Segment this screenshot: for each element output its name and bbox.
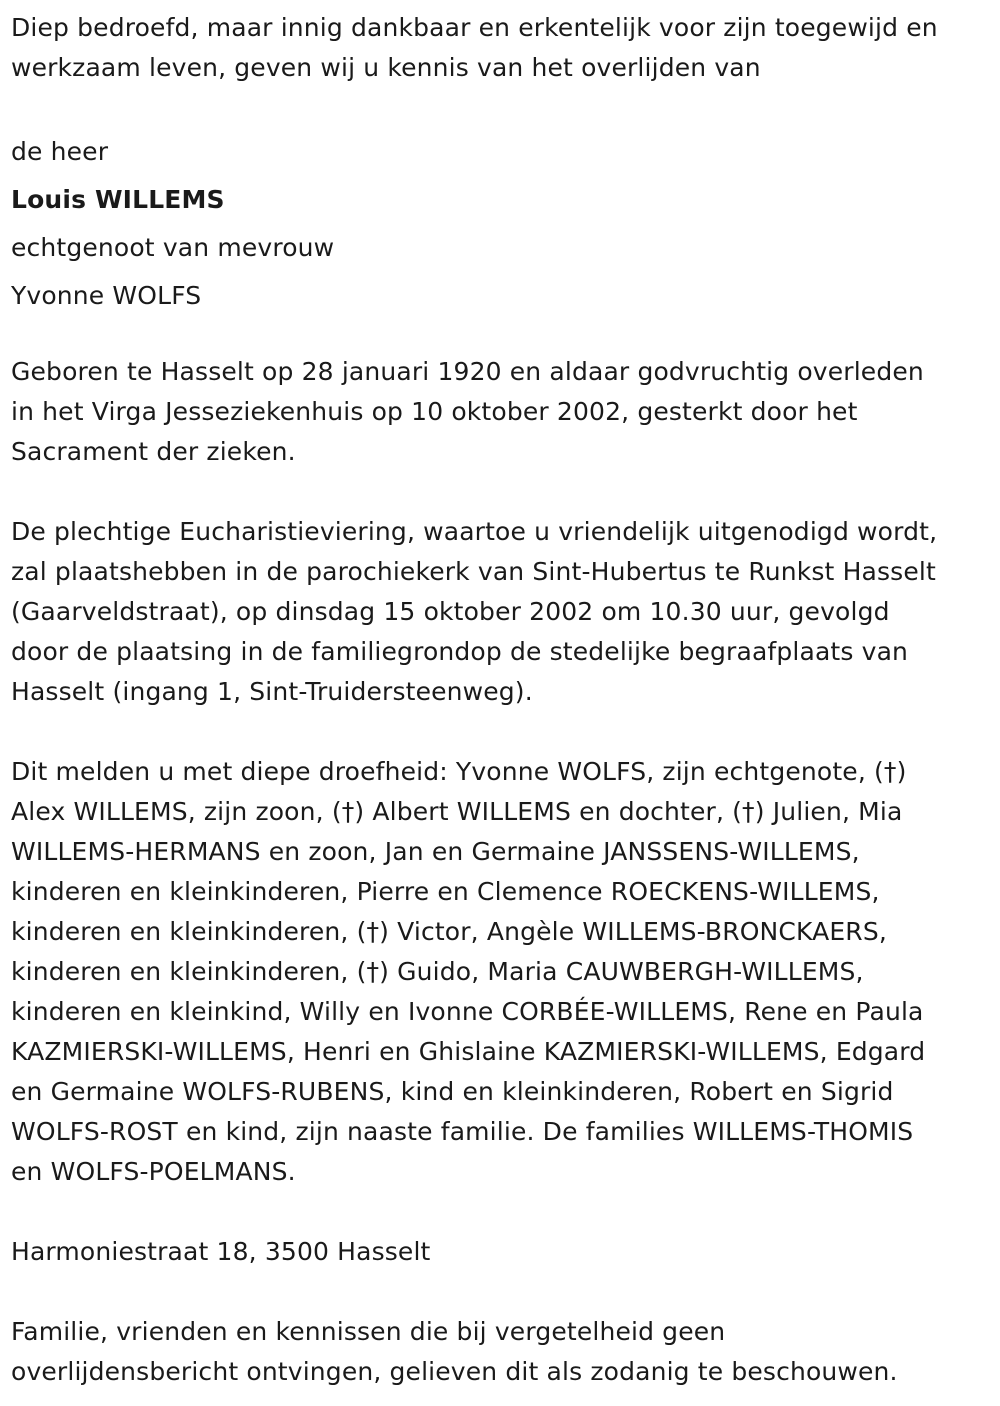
ceremony-paragraph xyxy=(11,512,993,712)
birth-death-line: Geboren te Hasselt op 28 januari 1920 en aldaar godvruchtig overleden xyxy=(11,357,924,386)
spacer xyxy=(11,1272,993,1312)
spacer xyxy=(11,472,993,512)
family-line: WOLFS-ROST en kind, zijn naaste familie. De families WILLEMS-THOMIS xyxy=(11,1117,914,1146)
spacer xyxy=(11,1192,993,1232)
spacer xyxy=(11,712,993,752)
family-line: Alex WILLEMS, zijn zoon, (†) Albert WILLEMS en dochter, (†) Julien, Mia xyxy=(11,797,903,826)
intro-paragraph xyxy=(11,8,993,88)
family-line: KAZMIERSKI-WILLEMS, Henri en Ghislaine KAZMIERSKI-WILLEMS, Edgard xyxy=(11,1037,926,1066)
ceremony-line: De plechtige Eucharistieviering, waartoe u vriendelijk uitgenodigd wordt, xyxy=(11,517,938,546)
ceremony-line: door de plaatsing in de familiegrondop de stedelijke begraafplaats van xyxy=(11,637,909,666)
ceremony-line: zal plaatshebben in de parochiekerk van Sint-Hubertus te Runkst Hasselt xyxy=(11,557,936,586)
address: Harmoniestraat 18, 3500 Hasselt xyxy=(11,1237,431,1266)
ceremony-line: Hasselt (ingang 1, Sint-Truidersteenweg). xyxy=(11,677,533,706)
obituary-document xyxy=(11,8,993,1392)
family-line: WILLEMS-HERMANS en zoon, Jan en Germaine JANSSENS-WILLEMS, xyxy=(11,837,860,866)
birth-death-line: in het Virga Jesseziekenhuis op 10 oktober 2002, gesterkt door het xyxy=(11,397,858,426)
family-line: kinderen en kleinkinderen, (†) Guido, Maria CAUWBERGH-WILLEMS, xyxy=(11,957,864,986)
family-line: kinderen en kleinkind, Willy en Ivonne CORBÉE-WILLEMS, Rene en Paula xyxy=(11,997,924,1026)
family-line: en Germaine WOLFS-RUBENS, kind en kleinkinderen, Robert en Sigrid xyxy=(11,1077,894,1106)
spacer xyxy=(11,320,993,352)
family-line: kinderen en kleinkinderen, Pierre en Clemence ROECKENS-WILLEMS, xyxy=(11,877,880,906)
deceased-relation: echtgenoot van mevrouw xyxy=(11,233,335,262)
intro-line: Diep bedroefd, maar innig dankbaar en erkentelijk voor zijn toegewijd en xyxy=(11,13,938,42)
closing-line: Familie, vrienden en kennissen die bij vergetelheid geen xyxy=(11,1317,726,1346)
family-line: Dit melden u met diepe droefheid: Yvonne WOLFS, zijn echtgenote, (†) xyxy=(11,757,907,786)
deceased-name: Louis WILLEMS xyxy=(11,185,225,214)
birth-death-line: Sacrament der zieken. xyxy=(11,437,296,466)
deceased-title: de heer xyxy=(11,137,109,166)
closing-line: overlijdensbericht ontvingen, gelieven dit als zodanig te beschouwen. xyxy=(11,1357,898,1386)
closing-paragraph xyxy=(11,1312,993,1392)
birth-death-paragraph xyxy=(11,352,993,472)
spacer xyxy=(11,88,993,128)
family-paragraph xyxy=(11,752,993,1192)
ceremony-line: (Gaarveldstraat), op dinsdag 15 oktober 2002 om 10.30 uur, gevolgd xyxy=(11,597,890,626)
intro-line: werkzaam leven, geven wij u kennis van het overlijden van xyxy=(11,53,761,82)
spouse-name: Yvonne WOLFS xyxy=(11,281,202,310)
family-line: kinderen en kleinkinderen, (†) Victor, Angèle WILLEMS-BRONCKAERS, xyxy=(11,917,887,946)
family-line: en WOLFS-POELMANS. xyxy=(11,1157,296,1186)
